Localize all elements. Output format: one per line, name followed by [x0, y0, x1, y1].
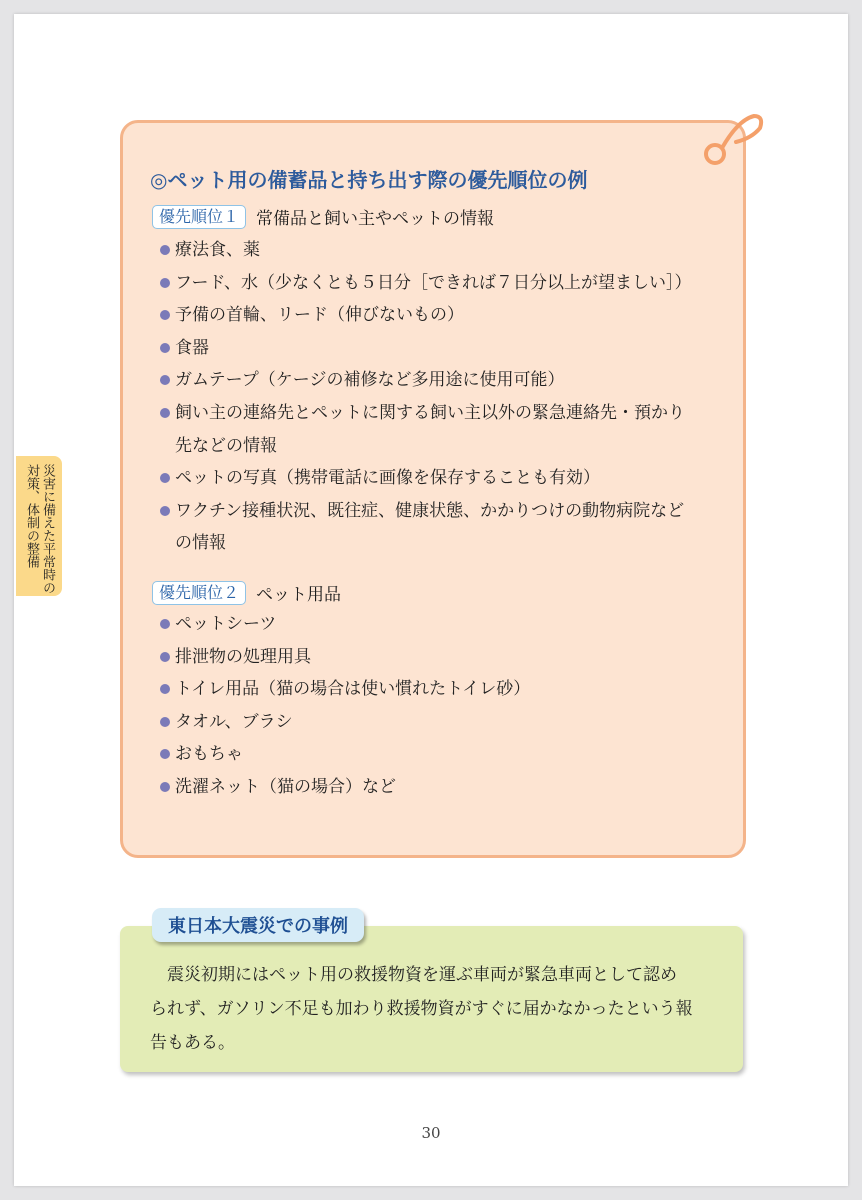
list-item-text: トイレ用品（猫の場合は使い慣れたトイレ砂）	[175, 679, 531, 700]
list-item	[160, 706, 530, 739]
bullet-icon	[160, 717, 170, 727]
list-item-text: ペットの写真（携帯電話に画像を保存することも有効）	[175, 468, 600, 489]
page-number: 30	[421, 1124, 441, 1142]
priority-2-badge: 優先順位２	[152, 581, 246, 605]
list-item	[160, 738, 530, 771]
priority-1-header	[152, 204, 494, 229]
bullet-icon	[160, 473, 170, 483]
list-item	[160, 641, 530, 674]
list-item	[160, 608, 530, 641]
list-item	[160, 267, 691, 300]
bullet-icon	[160, 408, 170, 418]
paperclip-icon	[696, 108, 768, 180]
list-item-text: フード、水（少なくとも５日分［できれば７日分以上が望ましい］）	[175, 272, 692, 293]
list-item-text: タオル、ブラシ	[175, 711, 293, 732]
list-item-text: の情報	[175, 533, 226, 554]
bullet-icon	[160, 506, 170, 516]
list-item-text: おもちゃ	[175, 744, 243, 765]
list-item	[160, 299, 691, 332]
list-item	[160, 234, 691, 267]
list-item-text: 排泄物の処理用具	[175, 646, 311, 667]
list-item-text: 洗濯ネット（猫の場合）など	[175, 776, 396, 797]
example-line: 告もある。	[150, 1033, 235, 1053]
list-item-text: 予備の首輪、リード（伸びないもの）	[175, 305, 464, 326]
list-item	[160, 495, 691, 560]
priority-1-list	[160, 234, 691, 560]
bullet-icon	[160, 782, 170, 792]
priority-1-heading: 常備品と飼い主やペットの情報	[256, 209, 495, 229]
bullet-icon	[160, 684, 170, 694]
bullet-icon	[160, 375, 170, 385]
example-line: 震災初期にはペット用の救援物資を運ぶ車両が緊急車両として認め	[150, 965, 677, 985]
list-item	[160, 332, 691, 365]
list-item-text: 療法食、薬	[175, 240, 260, 260]
priority-2-list	[160, 608, 530, 804]
list-item	[160, 771, 530, 804]
card-title: ◎ペット用の備蓄品と持ち出す際の優先順位の例	[150, 168, 588, 192]
bullet-icon	[160, 749, 170, 759]
list-item-text: 先などの情報	[175, 435, 277, 456]
list-item-text: 食器	[175, 337, 209, 358]
list-item	[160, 364, 691, 397]
priority-1-badge: 優先順位１	[152, 205, 246, 229]
example-body	[150, 958, 724, 1060]
bullet-icon	[160, 245, 170, 255]
list-item	[160, 462, 691, 495]
example-title: 東日本大震災での事例	[152, 908, 364, 942]
list-item	[160, 397, 691, 462]
example-line: られず、ガソリン不足も加わり救援物資がすぐに届かなかったという報	[150, 999, 693, 1019]
bullet-icon	[160, 619, 170, 629]
priority-2-heading: ペット用品	[256, 585, 342, 605]
list-item-text: ワクチン接種状況、既往症、健康状態、かかりつけの動物病院など	[175, 500, 685, 521]
priority-2-header	[152, 580, 341, 605]
list-item	[160, 673, 530, 706]
bullet-icon	[160, 310, 170, 320]
list-item-text: ガムテープ（ケージの補修など多用途に使用可能）	[175, 370, 565, 391]
bullet-icon	[160, 343, 170, 353]
section-side-tab	[16, 456, 62, 596]
side-tab-line-2: 対策、体制の整備	[24, 464, 39, 568]
side-tab-line-1: 災害に備えた平常時の	[40, 464, 55, 594]
list-item-text: ペットシーツ	[175, 614, 277, 634]
bullet-icon	[160, 652, 170, 662]
list-item-text: 飼い主の連絡先とペットに関する飼い主以外の緊急連絡先・預かり	[175, 402, 685, 423]
bullet-icon	[160, 278, 170, 288]
